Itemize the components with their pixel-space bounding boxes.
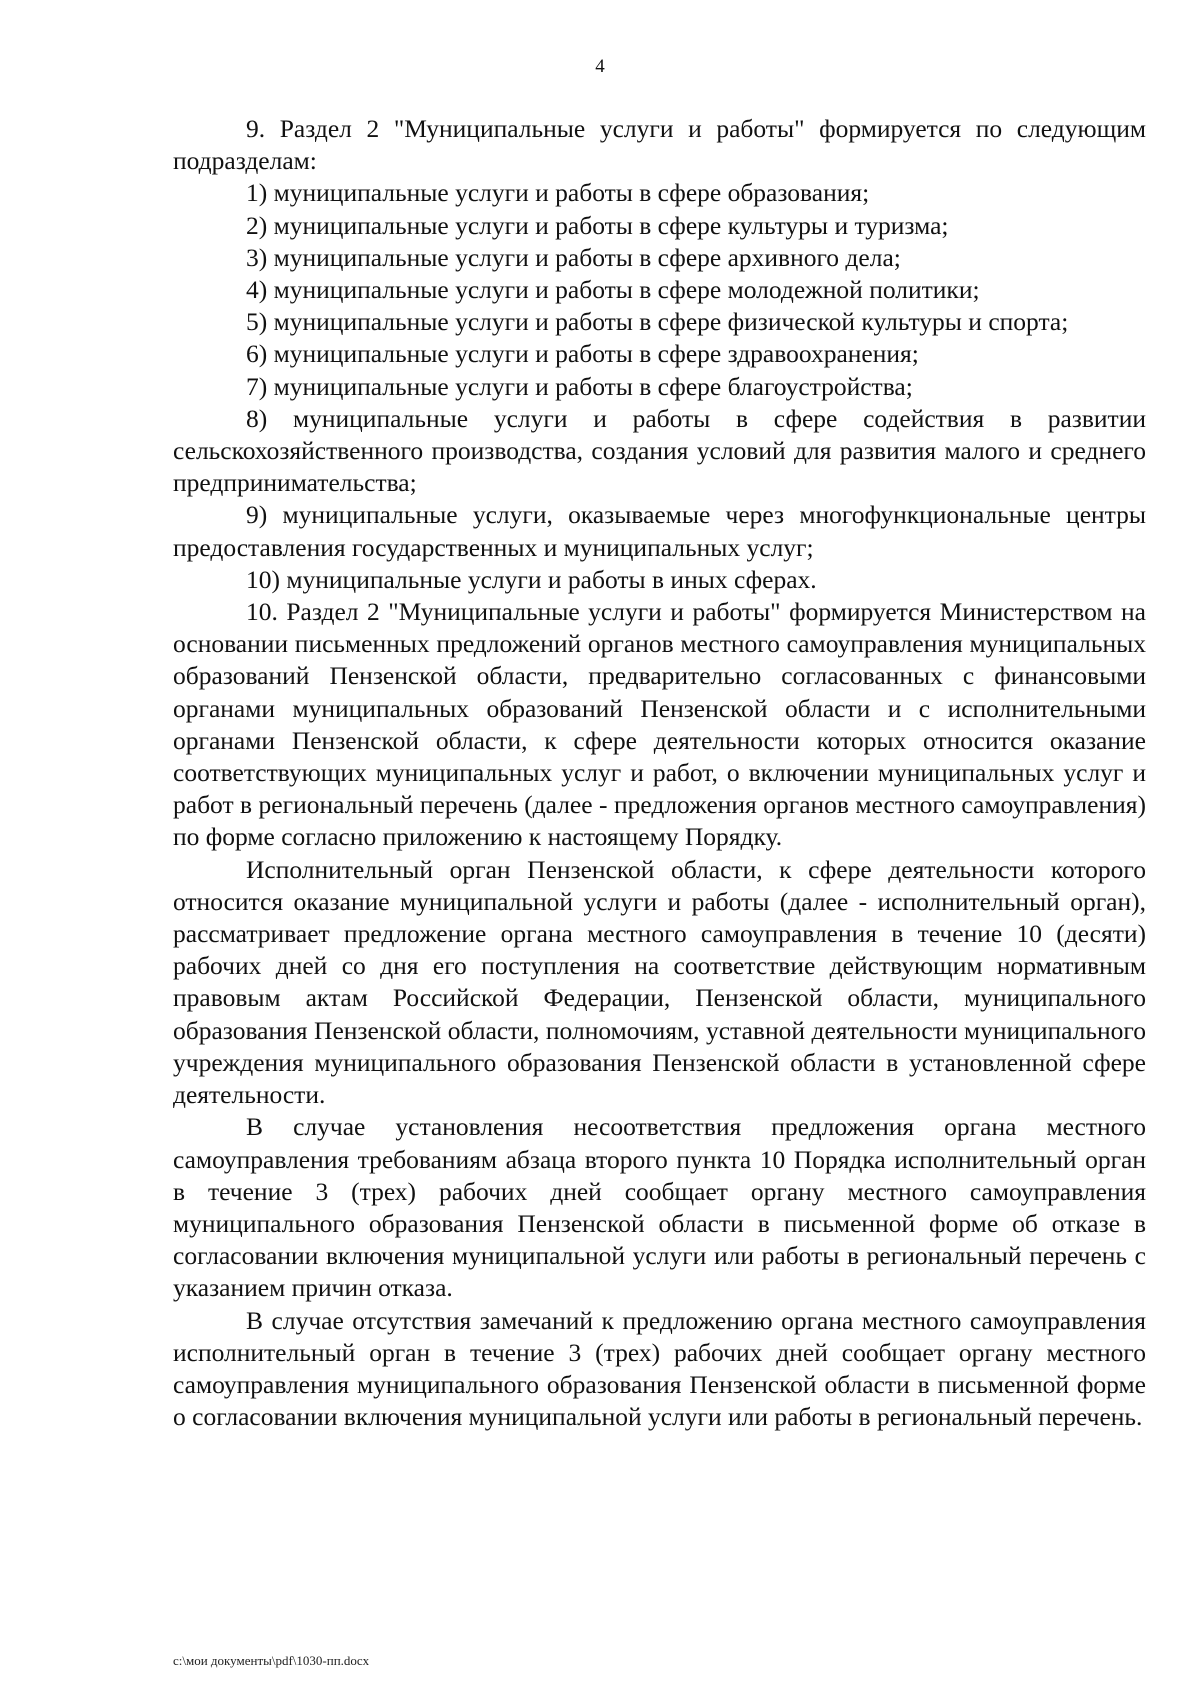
list-item: 5) муниципальные услуги и работы в сфере физической культуры и спорта; [246,307,1069,337]
paragraph: В случае установления несоответствия предложения органа местного самоуправления требованиям абзаца второго пункта 10 Порядка исполнительный орган в течение 3 (трех) рабочих дней сообщает органу местного самоуправления муниципального образования Пензенской области в письменной форме об отказе в согласовании включения муниципальной услуги или работы в региональный перечень с указанием причин отказа. [173,1112,1146,1303]
list-item: 4) муниципальные услуги и работы в сфере молодежной политики; [246,275,980,305]
list-item: 1) муниципальные услуги и работы в сфере образования; [246,178,870,208]
list-item: 6) муниципальные услуги и работы в сфере здравоохранения; [246,339,919,369]
list-item: 7) муниципальные услуги и работы в сфере благоустройства; [246,371,913,401]
list-item: 9) муниципальные услуги, оказываемые через многофункциональные центры предоставления государственных и муниципальных услуг; [173,500,1146,562]
document-body [173,113,1146,1433]
footer-file-path: c:\мои документы\pdf\1030-пп.docx [173,1653,370,1668]
list-item: 3) муниципальные услуги и работы в сфере архивного дела; [246,242,901,272]
paragraph: В случае отсутствия замечаний к предложению органа местного самоуправления исполнительный орган в течение 3 (трех) рабочих дней сообщает органу местного самоуправления муниципального образования Пензенской области в письменной форме о согласовании включения муниципальной услуги или работы в региональный перечень. [173,1305,1146,1432]
paragraph: Исполнительный орган Пензенской области, к сфере деятельности которого относится оказание муниципальной услуги и работы (далее - исполнительный орган), рассматривает предложение органа местного самоуправления в течение 10 (десяти) рабочих дней со дня его поступления на соответствие действующим нормативным правовым актам Российской Федерации, Пензенской области, муниципального образования Пензенской области, полномочиям, уставной деятельности муниципального учреждения муниципального образования Пензенской области в установленной сфере деятельности. [173,854,1146,1110]
page-number: 4 [595,56,605,77]
list-item: 2) муниципальные услуги и работы в сфере культуры и туризма; [246,210,949,240]
list-item: 8) муниципальные услуги и работы в сфере содействия в развитии сельскохозяйственного производства, создания условий для развития малого и среднего предпринимательства; [173,403,1146,498]
list-item: 10) муниципальные услуги и работы в иных сферах. [246,564,817,594]
paragraph-section-9: 9. Раздел 2 "Муниципальные услуги и работы" формируется по следующим подразделам: [173,114,1146,176]
paragraph-section-10: 10. Раздел 2 "Муниципальные услуги и работы" формируется Министерством на основании письменных предложений органов местного самоуправления муниципальных образований Пензенской области, предварительно согласованных с финансовыми органами муниципальных образований Пензенской области и с исполнительными органами Пензенской области, к сфере деятельности которых относится оказание соответствующих муниципальных услуг и работ, о включении муниципальных услуг и работ в региональный перечень (далее - предложения органов местного самоуправления) по форме согласно приложению к настоящему Порядку. [173,597,1146,852]
